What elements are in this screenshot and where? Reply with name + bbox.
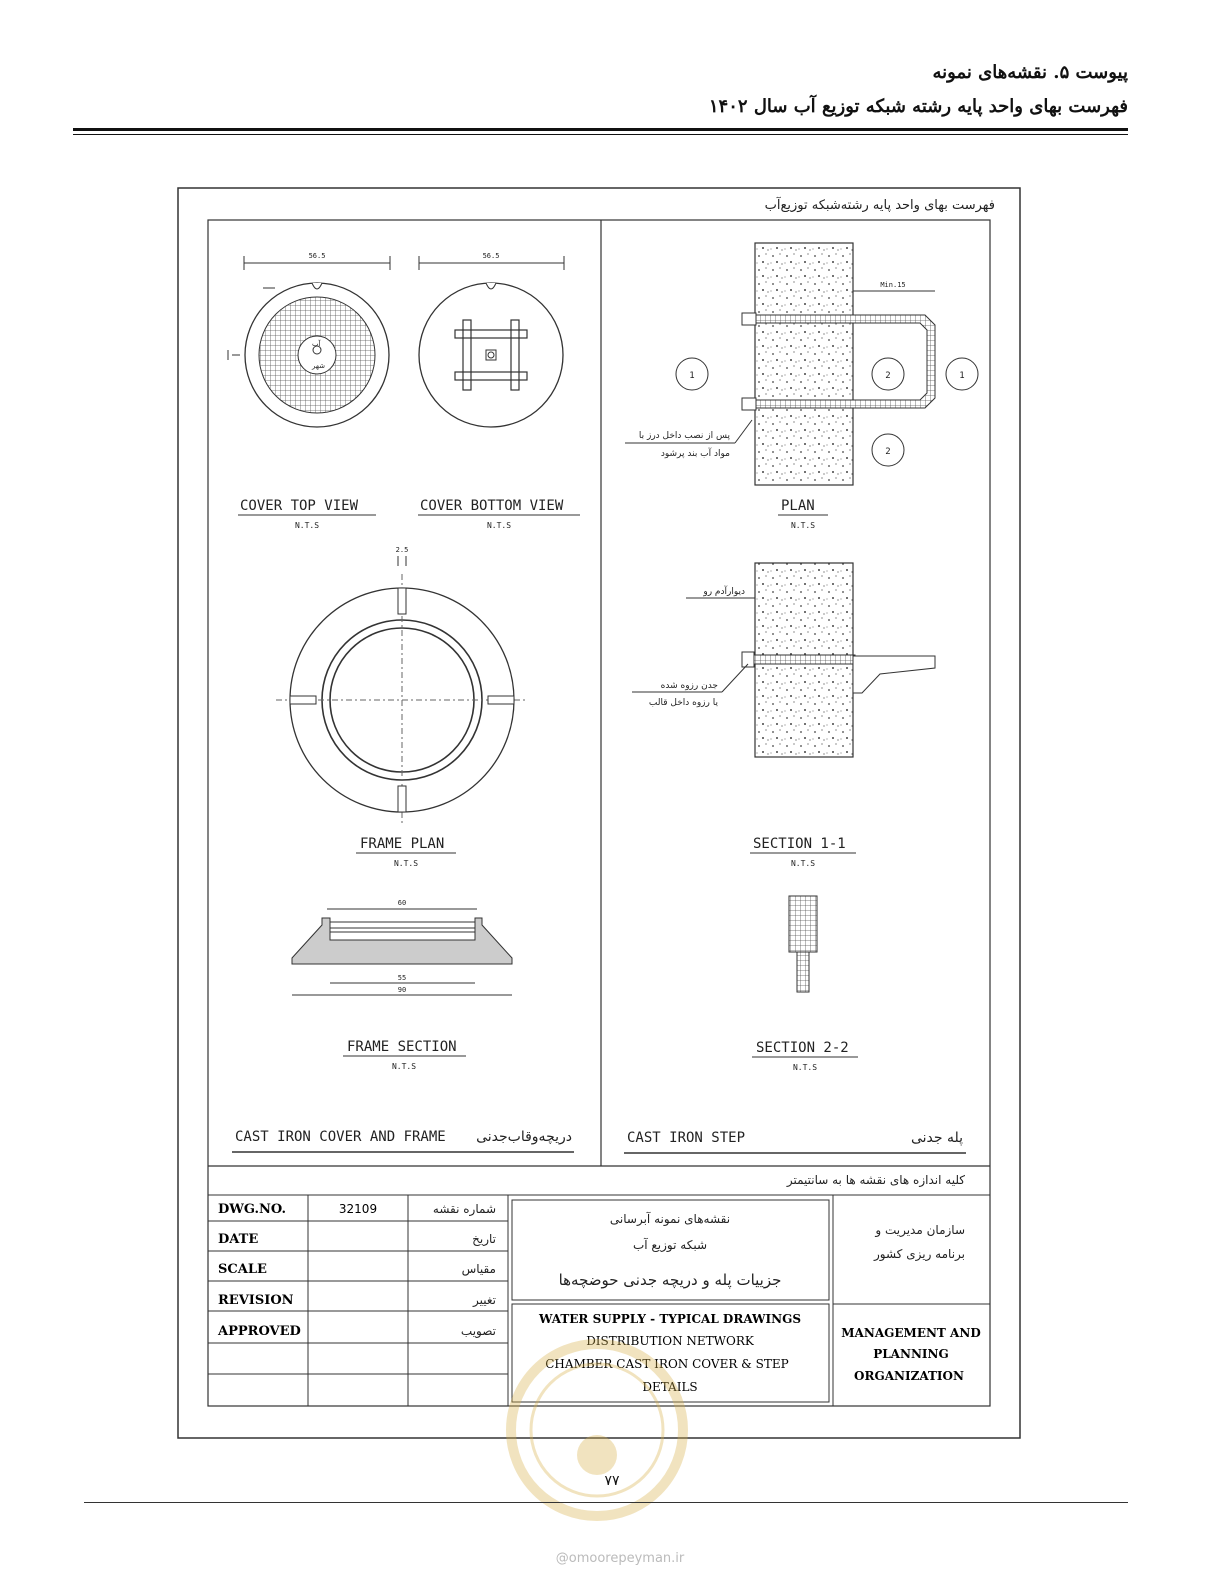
units-note: کلیه اندازه های نقشه ها به سانتیمتر xyxy=(786,1173,965,1187)
org-en-2: PLANNING xyxy=(873,1347,949,1361)
section-2-2-title: SECTION 2-2 xyxy=(756,1040,849,1056)
svg-text:دیوارآدم رو: دیوارآدم رو xyxy=(703,587,745,597)
svg-text:2: 2 xyxy=(885,371,891,381)
center-fa-2: شبکه توزیع آب xyxy=(632,1238,708,1252)
row-approved-en: APPROVED xyxy=(218,1324,301,1339)
page-number: ۷۷ xyxy=(604,1473,620,1489)
svg-text:N.T.S: N.T.S xyxy=(393,859,419,868)
row-revision-en: REVISION xyxy=(218,1293,294,1308)
row-scale-fa: مقیاس xyxy=(461,1262,496,1276)
frame-plan-title: FRAME PLAN xyxy=(360,836,445,852)
svg-text:60: 60 xyxy=(397,899,407,907)
svg-text:Min.15: Min.15 xyxy=(880,281,906,289)
row-dwgno-value: 32109 xyxy=(338,1202,378,1216)
center-fa-3: جزییات پله و دریچه جدنی حوضچه‌ها xyxy=(558,1271,782,1289)
cover-top-view-title: COVER TOP VIEW xyxy=(240,498,359,514)
svg-text:جدن رزوه شده: جدن رزوه شده xyxy=(660,681,718,691)
svg-text:56.5: 56.5 xyxy=(482,252,500,260)
svg-text:N.T.S: N.T.S xyxy=(391,1062,417,1071)
svg-text:1: 1 xyxy=(689,371,695,381)
section-1-1-title: SECTION 1-1 xyxy=(753,836,846,852)
center-en-4: DETAILS xyxy=(642,1380,698,1394)
title-block xyxy=(208,1195,990,1406)
org-en-1: MANAGEMENT AND xyxy=(841,1326,981,1340)
svg-text:N.T.S: N.T.S xyxy=(790,521,816,530)
row-dwgno-fa: شماره نقشه xyxy=(432,1202,496,1216)
plan-title: PLAN xyxy=(781,498,815,514)
left-panel-title-fa: دریچه‌وقاب‌جدنی xyxy=(476,1129,572,1145)
row-dwgno-en: DWG.NO. xyxy=(218,1202,287,1217)
row-scale-en: SCALE xyxy=(218,1262,267,1277)
center-fa-1: نقشه‌های نمونه آبرسانی xyxy=(609,1212,731,1226)
right-panel-title-en: CAST IRON STEP xyxy=(627,1130,746,1146)
frame-section xyxy=(292,899,512,1071)
svg-text:آب: آب xyxy=(312,340,321,348)
svg-text:90: 90 xyxy=(397,986,407,994)
row-date-fa: تاریخ xyxy=(472,1232,496,1246)
svg-text:N.T.S: N.T.S xyxy=(486,521,512,530)
header-line-1: پیوست ۵. نقشه‌های نمونه xyxy=(932,62,1128,83)
svg-text:یا رزوه داخل قالب: یا رزوه داخل قالب xyxy=(648,698,718,708)
svg-text:55: 55 xyxy=(397,974,407,982)
footer-rule xyxy=(84,1502,1128,1503)
svg-text:N.T.S: N.T.S xyxy=(294,521,320,530)
row-revision-fa: تغییر xyxy=(473,1293,496,1307)
center-en-1: WATER SUPPLY - TYPICAL DRAWINGS xyxy=(538,1312,802,1326)
cover-bottom-view xyxy=(418,252,580,530)
right-panel-title-fa: پله جدنی xyxy=(910,1130,963,1146)
org-fa-2: برنامه ریزی کشور xyxy=(873,1247,965,1261)
left-panel-title-en: CAST IRON COVER AND FRAME xyxy=(235,1129,446,1145)
row-date-en: DATE xyxy=(218,1232,259,1247)
svg-text:2.5: 2.5 xyxy=(395,546,409,554)
svg-text:N.T.S: N.T.S xyxy=(792,1063,818,1072)
svg-text:1: 1 xyxy=(959,371,965,381)
svg-text:2: 2 xyxy=(885,447,891,457)
drawing-banner: فهرست بهای واحد پایه رشته‌شبکه توزیع‌آب xyxy=(764,198,995,213)
org-fa-1: سازمان مدیریت و xyxy=(875,1223,965,1237)
section-1-1 xyxy=(632,563,935,868)
center-en-2: DISTRIBUTION NETWORK xyxy=(586,1334,754,1348)
svg-text:شهر: شهر xyxy=(312,362,325,370)
svg-text:مواد آب بند پرشود: مواد آب بند پرشود xyxy=(660,449,730,459)
watermark-text: @omoorepeyman.ir xyxy=(555,1551,685,1566)
frame-section-title: FRAME SECTION xyxy=(347,1039,457,1055)
svg-text:56.5: 56.5 xyxy=(308,252,326,260)
svg-text:N.T.S: N.T.S xyxy=(790,859,816,868)
cover-bottom-view-title: COVER BOTTOM VIEW xyxy=(420,498,564,514)
frame-plan xyxy=(276,546,528,868)
cover-top-view xyxy=(228,252,390,530)
section-2-2 xyxy=(752,896,858,1072)
center-en-3: CHAMBER CAST IRON COVER & STEP xyxy=(545,1357,789,1371)
header-line-2: فهرست بهای واحد پایه رشته شبکه توزیع آب سال ۱۴۰۲ xyxy=(708,96,1128,117)
svg-text:پس از نصب داخل درز با: پس از نصب داخل درز با xyxy=(638,431,730,441)
row-approved-fa: تصویب xyxy=(460,1324,496,1338)
org-en-3: ORGANIZATION xyxy=(854,1369,964,1383)
step-plan xyxy=(625,243,978,530)
